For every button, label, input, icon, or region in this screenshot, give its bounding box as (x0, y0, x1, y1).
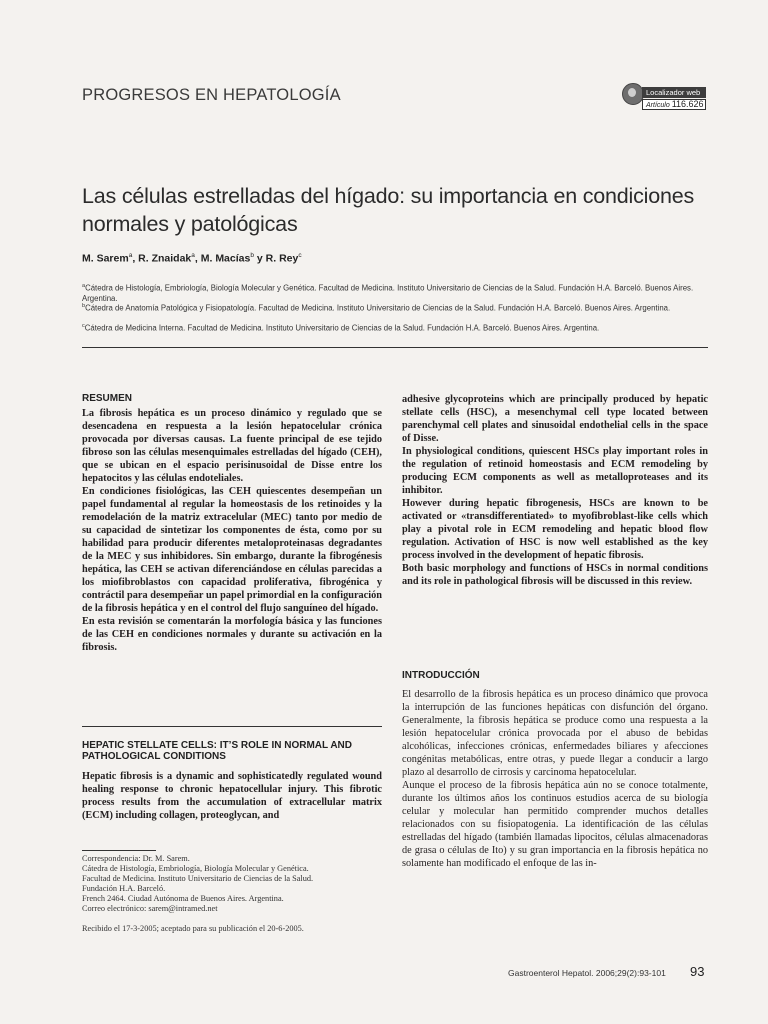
received-date: Recibido el 17-3-2005; aceptado para su publicación el 20-6-2005. (82, 924, 304, 933)
introduccion-paragraph: Aunque el proceso de la fibrosis hepática aún no se conoce totalmente, durante los últimos años los continuos estudios acerca de su biología celular y molecular han permitido comprender muchos detalles relacionados con su fisiopatogenia. La identificación de las células estrelladas del hígado (también llamadas lipocitos, células almacenadoras de grasa o células de Ito) y su gran importancia en la fibrosis hepática no solamente han modificado el enfoque de las in- (402, 780, 708, 869)
correspondence-line: Correspondencia: Dr. M. Sarem. (82, 854, 190, 863)
journal-citation: Gastroenterol Hepatol. 2006;29(2):93-101 (508, 968, 666, 978)
correspondence-email: Correo electrónico: sarem@intramed.net (82, 904, 218, 913)
affiliation-c: $^c$Cátedra de Medicina Interna. Facultad de Medicina. Instituto Universitario de Ciencias de la Salud. Fundación H.A. Barceló. Buenos Aires. Argentina. (82, 323, 600, 333)
locator-logo-icon (622, 83, 644, 105)
author-list (82, 252, 302, 265)
affiliation-b: $^b$Cátedra de Anatomía Patológica y Fisiopatología. Facultad de Medicina. Instituto Universitario de Ciencias de la Salud. Fundación H.A. Barceló. Buenos Aires. Argentina. (82, 303, 671, 313)
correspondence-block (82, 854, 382, 934)
author-separator: y (253, 252, 266, 265)
introduccion-section (402, 670, 708, 870)
footnote-divider (82, 850, 156, 851)
author-affiliation-mark: a (128, 252, 133, 259)
article-title: Las células estrelladas del hígado: su importancia en condiciones normales y patológicas (82, 184, 695, 236)
author-name: M. Sarem (82, 252, 129, 265)
resumen-section (82, 393, 382, 654)
english-abstract-paragraph: Both basic morphology and functions of HSCs in normal conditions and its role in pathological fibrosis will be discussed in this review. (402, 563, 708, 587)
english-abstract-section (82, 740, 382, 822)
correspondence-line: French 2464. Ciudad Autónoma de Buenos Aires. Argentina. (82, 894, 284, 903)
locator-label: Localizador web (642, 87, 706, 98)
web-locator-badge (622, 83, 708, 113)
author-separator: , (194, 252, 201, 265)
page-number: 93 (690, 964, 705, 979)
english-abstract-continued (402, 393, 708, 588)
affiliation-a: $^a$Cátedra de Histología, Embriología, Biología Molecular y Genética. Facultad de Medicina. Instituto Universitario de Ciencias de la Salud. Fundación H.A. Barceló. Buenos Aires. Argentina. (82, 283, 694, 303)
resumen-divider (82, 726, 382, 727)
author-affiliation-mark: b (250, 252, 254, 259)
resumen-paragraph: En condiciones fisiológicas, las CEH quiescentes desempeñan un papel fundamental al regular la homeostasis de los retinoides y la remodelación de la matriz extracelular (MEC) tanto por medio de su capacidad de sintetizar los componentes de ésta, como por su habilidad para producir diferentes metaloproteinasas degradantes de la MEC y sus inhibidores. Sin embargo, durante la fibrogénesis hepática, las CEH se activan diferenciándose en células parecidas a los miofibroblastos con capacidad proliferativa, fibrogénica y contráctil para desempeñar un papel primordial en la configuración de la fibrosis hepática y en el control del flujo sanguíneo del hígado. (82, 486, 382, 614)
author-name: R. Rey (265, 252, 299, 265)
english-abstract-paragraph: However during hepatic fibrogenesis, HSCs are known to be activated or «transdifferentiated» to myofibroblast-like cells which play a pivotal role in ECM remodeling and hepatic blood flow regulation. Activation of HSC is now well established as the key process involved in the development of hepatic fibrosis. (402, 498, 708, 561)
article-number: 116.626 (671, 99, 704, 109)
resumen-paragraph: La fibrosis hepática es un proceso dinámico y regulado que se desencadena en respuesta a la lesión hepatocelular crónica provocada por diversas causas. La fuente principal de ese tejido fibroso son las células mesenquimales estrelladas del hígado (CEH), que se ubican en el espacio perisinusoidal de Disse entre los hepatocitos y las células endoteliales. (82, 408, 382, 484)
correspondence-line: Cátedra de Histología, Embriología, Biología Molecular y Genética. (82, 864, 309, 873)
header-divider (82, 347, 708, 348)
author-name: M. Macías (200, 252, 251, 265)
introduccion-paragraph: El desarrollo de la fibrosis hepática es un proceso dinámico que provoca la interrupción de las funciones hepáticas con disfunción del órgano. Generalmente, la fibrosis hepática se produce como una respuesta a la lesión hepatocelular crónica provocada por el abuso de bebidas alcohólicas, infecciones crónicas, enfermedades biliares y afecciones congénitas metabólicas, entre otras, y puede llegar a conducir a largo plazo al desarrollo de cirrosis y carcinoma hepatocelular. (402, 689, 708, 778)
english-abstract-paragraph: In physiological conditions, quiescent HSCs play important roles in the regulation of retinoid homeostasis and ECM remodeling by producing ECM components as well as metalloproteases and its inhibitor. (402, 446, 708, 496)
author-name: R. Znaidak (138, 252, 192, 265)
introduccion-heading: INTRODUCCIÓN (402, 670, 480, 681)
section-header: PROGRESOS EN HEPATOLOGÍA (82, 86, 341, 104)
correspondence-line: Facultad de Medicina. Instituto Universitario de Ciencias de la Salud. (82, 874, 314, 883)
article-number-box (642, 99, 706, 110)
article-label: Artículo (646, 102, 670, 109)
english-abstract-paragraph: adhesive glycoproteins which are principally produced by hepatic stellate cells (HSC), a mesenchymal cell type located between parenchymal cell plates and sinusoidal endothelial cells in the space of Disse. (402, 394, 708, 444)
resumen-heading: RESUMEN (82, 393, 133, 404)
resumen-paragraph: En esta revisión se comentarán la morfología básica y las funciones de las CEH en condiciones normales y durante su activación en la fibrosis. (82, 616, 382, 653)
english-abstract-heading: HEPATIC STELLATE CELLS: IT’S ROLE IN NORMAL AND PATHOLOGICAL CONDITIONS (82, 740, 352, 762)
author-separator: , (132, 252, 139, 265)
author-affiliation-mark: c (298, 252, 302, 259)
author-affiliation-mark: a (191, 252, 195, 259)
correspondence-line: Fundación H.A. Barceló. (82, 884, 166, 893)
english-abstract-paragraph: Hepatic fibrosis is a dynamic and sophisticatedly regulated wound healing response to chronic hepatocellular injury. This fibrotic process results from the accumulation of extracellular matrix (ECM) including collagen, proteoglycan, and (82, 771, 382, 821)
